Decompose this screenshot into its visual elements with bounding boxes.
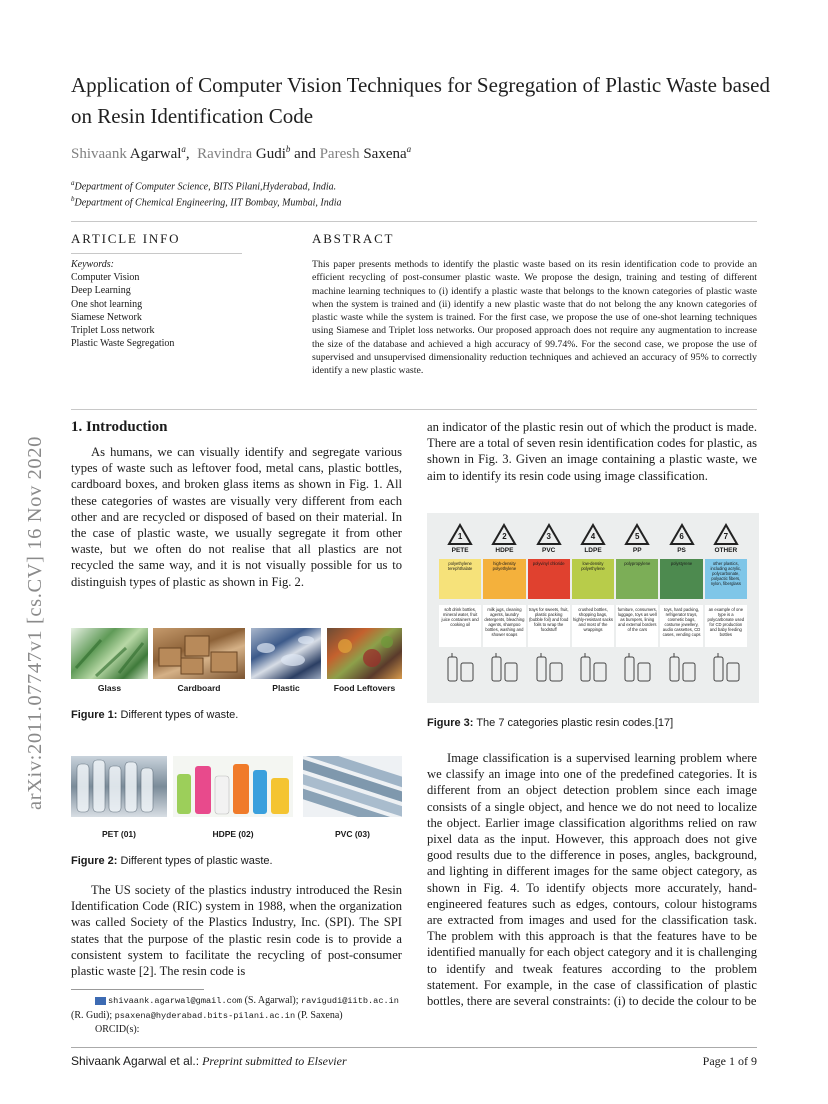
- footnote-orcid: ORCID(s):: [95, 1024, 140, 1035]
- abstract-rule: [71, 409, 757, 410]
- caption-text: Different types of plastic waste.: [120, 855, 273, 867]
- resin-code-abbr: PS: [677, 547, 686, 554]
- resin-code-column: [572, 521, 614, 695]
- keyword: Deep Learning: [71, 285, 131, 297]
- pvc-pipes-image: [303, 756, 402, 817]
- resin-code-name: low-density polyethylene: [572, 559, 614, 599]
- abstract-heading: ABSTRACT: [312, 231, 395, 246]
- keyword: Siamese Network: [71, 311, 142, 323]
- pet-bottles-image: [71, 756, 167, 817]
- figure1-label-food: Food Leftovers: [333, 683, 396, 693]
- arxiv-identifier-text: arXiv:2011.07747v1 [cs.CV] 16 Nov 2020: [24, 436, 46, 810]
- caption-label: Figure 3:: [427, 717, 474, 729]
- figure2-caption: [71, 855, 273, 867]
- caption-label: Figure 2:: [71, 855, 118, 867]
- keyword: Triplet Loss network: [71, 325, 155, 337]
- author-affiliation-mark: a: [406, 144, 412, 154]
- pet-bottles-icon: [71, 756, 167, 817]
- food-leftovers-image: [327, 628, 402, 679]
- resin-code-abbr: PP: [632, 547, 642, 554]
- affiliation-text: Department of Computer Science, BITS Pilani,Hyderabad, India.: [74, 181, 337, 193]
- keyword: Plastic Waste Segregation: [71, 338, 175, 350]
- affiliation-text: Department of Chemical Engineering, IIT Bombay, Mumbai, India: [74, 197, 342, 209]
- intro-paragraph-3: [427, 419, 757, 484]
- affiliation-mark: a: [71, 179, 75, 187]
- resin-code-name: polystyrene: [660, 559, 702, 599]
- abstract-text: This paper presents methods to identify the plastic waste based on its resin identification code to provide an efficient recycling of post-consumer plastic waste. We propose the design, training and testing of different machine learning techniques to (i) identify a plastic waste that belongs to the known categories of plastic waste when the system is trained and (ii) identify a new plastic waste that do not belong the any known categories of plastic waste while the system is trained. For the first case, we propose the use of one-shot learning techniques using Siamese and Triplet loss networks. Our proposed approach does not require any augmentation to increase the size of the database and achieved a high accuracy of 99.74%. For the second case, we propose the use of supervised and unsupervised dimensionality reduction techniques and achieved an accuracy of 95% to correctly identify a new plastic waste.: [312, 259, 757, 377]
- resin-code-number: 6: [679, 532, 684, 541]
- resin-code-number: 2: [502, 532, 507, 541]
- glass-waste-image: [71, 628, 148, 679]
- section-heading-introduction: 1. Introduction: [71, 419, 168, 435]
- keyword: Computer Vision: [71, 272, 140, 284]
- affiliation-mark: b: [71, 195, 75, 203]
- envelope-icon: [95, 997, 106, 1005]
- resin-code-name: polypropylene: [616, 559, 658, 599]
- arxiv-identifier: [22, 290, 52, 810]
- resin-code-abbr: LDPE: [584, 547, 602, 554]
- caption-text: The 7 categories plastic resin codes.[17]: [476, 717, 674, 729]
- footnote-email: shivaank.agarwal@gmail.com: [108, 996, 243, 1006]
- footnote-name: (P. Saxena): [297, 1009, 343, 1021]
- resin-code-name: polyvinyl chloride: [528, 559, 570, 599]
- affiliation-b: [71, 195, 342, 208]
- author-given-name: Shivaank: [71, 146, 127, 162]
- footnote: [71, 994, 402, 1037]
- resin-code-name: high-density polyethylene: [483, 559, 525, 599]
- paragraph-text: The US society of the plastics industry introduced the Resin Identification Code (RIC) system in 1988, when the organization was called Society of the Plastics Industry, Inc. (SPI). The SPI states that the purpose of the plastic resin code is to provide a consistent system to facilitate the recycling of post-consumer plastic waste [2]. The resin code is: [71, 883, 402, 979]
- resin-code-abbr: PVC: [542, 547, 556, 554]
- figure2-label-pet: PET (01): [101, 829, 136, 839]
- figure1-label-cardboard: Cardboard: [177, 683, 221, 693]
- resin-code-abbr: HDPE: [495, 547, 514, 554]
- keywords-label: Keywords:: [71, 259, 114, 270]
- plastic-bottles-icon: [251, 628, 321, 679]
- hdpe-containers-icon: [173, 756, 293, 817]
- footer-note: Preprint submitted to Elsevier: [202, 1054, 347, 1068]
- resin-code-column: [616, 521, 658, 695]
- product-sketch-icon: [440, 649, 480, 685]
- figure2-label-hdpe: HDPE (02): [212, 829, 254, 839]
- paragraph-text: As humans, we can visually identify and segregate various types of waste such as leftover food, metal cans, plastic bottles, cardboard boxes, and broken glass items as shown in Fig. 1. All these categories of wastes are visually very different from each other and are recycled or disposed of based on their material. In the case of plastic waste, we usually segregate it from other waste, but we often do not realise that all plastics are not recycled the same way, and it is not visually possible for us to distinguish types of plastic as shown in Fig. 2.: [71, 445, 402, 589]
- article-info-rule: [71, 253, 242, 254]
- cardboard-boxes-icon: [153, 628, 245, 679]
- resin-code-name: polyethylene terephthalate: [439, 559, 481, 599]
- paragraph-text: Image classification is a supervised learning problem where we classify an image into one of the predefined categories. It is different from an object detection problem since each image consists of a single object, and hence we do not need to localize the object. Earlier image classification algorithms relied on raw pixel data as the input. However, this approach does not give good results due to the difference in poses, angles, background, and lighting in different images for the same object category, as shown in Fig. 4. To identify objects more accurately, hand-engineered features such as edges, contours, colour histograms are extracted from images and used for the classification task. The problem with this approach is that the features have to be identified manually for each object category and it is challenging to identify and tweak features according to the problem statement. For example, in the case of classification of plastic bottles, there are several constraints: (i) to decide the colour to be: [427, 751, 757, 1009]
- footer-rule: [71, 1047, 757, 1048]
- resin-code-name: other plastics, including acrylic, polycarbonate, polyactic fibers, nylon, fiberglass: [705, 559, 747, 599]
- resin-code-uses: trays for sweets, fruit, plastic packing (bubble foil) and food foils to wrap the foodstuff: [528, 605, 570, 647]
- pvc-pipes-icon: [303, 756, 402, 817]
- resin-code-uses: furniture, consumers, luggage, toys as well as bumpers, lining and external borders of the cars: [616, 605, 658, 647]
- author-list: Shivaank Agarwal$^a$, Ravindra Gudi$^b$ and Paresh Saxena$^a$: [71, 144, 412, 162]
- intro-paragraph-1: [71, 444, 402, 590]
- figure3-caption: [427, 717, 673, 729]
- page-number: Page 1 of 9: [702, 1054, 757, 1068]
- footnote-name: (R. Gudi);: [71, 1009, 113, 1021]
- author-family-name: Saxena: [363, 146, 407, 162]
- resin-code-column: [705, 521, 747, 695]
- author-given-name: Paresh: [319, 146, 360, 162]
- resin-code-number: 7: [723, 532, 729, 541]
- author-given-name: Ravindra: [197, 146, 253, 162]
- resin-codes-grid: [439, 521, 747, 695]
- product-sketch-icon: [617, 649, 657, 685]
- figure1-caption: [71, 709, 238, 721]
- header-rule: [71, 221, 757, 222]
- resin-code-abbr: OTHER: [714, 547, 738, 554]
- resin-code-uses: an example of one type is a polycarbonate used for CD production and baby feeding bottles: [705, 605, 747, 647]
- resin-code-column: [528, 521, 570, 695]
- food-scraps-icon: [327, 628, 402, 679]
- footer-left: [71, 1054, 347, 1069]
- caption-text: Different types of waste.: [120, 709, 239, 721]
- resin-code-uses: soft drink bottles, mineral water, fruit juice containers and cooking oil: [439, 605, 481, 647]
- product-sketch-icon: [662, 649, 702, 685]
- plastic-waste-image: [251, 628, 321, 679]
- footer-author: Shivaank Agarwal et al.:: [71, 1054, 200, 1068]
- footnote-email: ravigudi@iitb.ac.in: [300, 996, 399, 1006]
- product-sketch-icon: [529, 649, 569, 685]
- author-family-name: Gudi: [255, 146, 286, 162]
- caption-label: Figure 1:: [71, 709, 118, 721]
- resin-code-column: [483, 521, 525, 695]
- resin-code-uses: milk jugs, cleaning agents, laundry detergents, bleaching agents, shampoo bottles, washing and shower soaps: [483, 605, 525, 647]
- figure2-label-pvc: PVC (03): [335, 829, 370, 839]
- intro-paragraph-4: [427, 750, 757, 1009]
- resin-code-number: 5: [635, 532, 640, 541]
- glass-bottles-icon: [71, 628, 148, 679]
- resin-code-number: 4: [590, 532, 596, 541]
- footnote-rule: [71, 989, 204, 990]
- product-sketch-icon: [573, 649, 613, 685]
- resin-code-column: [660, 521, 702, 695]
- figure1-label-plastic: Plastic: [272, 683, 300, 693]
- figure1-label-glass: Glass: [97, 683, 122, 693]
- article-info-heading: ARTICLE INFO: [71, 231, 181, 246]
- affiliation-a: [71, 179, 336, 192]
- resin-code-uses: toys, hard packing, refrigerator trays, cosmetic bags, costume jewellery, audio cassettes, CD cases, vending cups: [660, 605, 702, 647]
- resin-codes-figure: [427, 513, 759, 703]
- paragraph-text: an indicator of the plastic resin out of which the product is made. There are a total of seven resin identification codes for plastic, as shown in Fig. 3. Given an image containing a plastic waste, we aim to identify its resin code using image classification.: [427, 420, 757, 483]
- keyword: One shot learning: [71, 298, 143, 310]
- resin-code-column: [439, 521, 481, 695]
- keywords-block: [71, 258, 174, 350]
- resin-code-abbr: PETE: [451, 547, 469, 554]
- author-separator: and: [294, 146, 316, 162]
- author-affiliation-mark: b: [285, 144, 291, 154]
- footnote-email: psaxena@hyderabad.bits-pilani.ac.in: [114, 1010, 296, 1021]
- resin-code-uses: crushed bottles, shopping bags, highly-resistant sacks and most of the wrappings: [572, 605, 614, 647]
- author-affiliation-mark: a: [181, 144, 186, 154]
- paper-title: Application of Computer Vision Techniques for Segregation of Plastic Waste based on Resin Identification Code: [71, 73, 770, 128]
- author-family-name: Agarwal: [129, 146, 182, 162]
- intro-paragraph-2: [71, 882, 402, 979]
- hdpe-containers-image: [173, 756, 293, 817]
- resin-code-number: 3: [546, 532, 551, 541]
- product-sketch-icon: [706, 649, 746, 685]
- cardboard-waste-image: [153, 628, 245, 679]
- resin-code-number: 1: [457, 532, 463, 541]
- product-sketch-icon: [484, 649, 524, 685]
- footnote-name: (S. Agarwal);: [244, 995, 299, 1006]
